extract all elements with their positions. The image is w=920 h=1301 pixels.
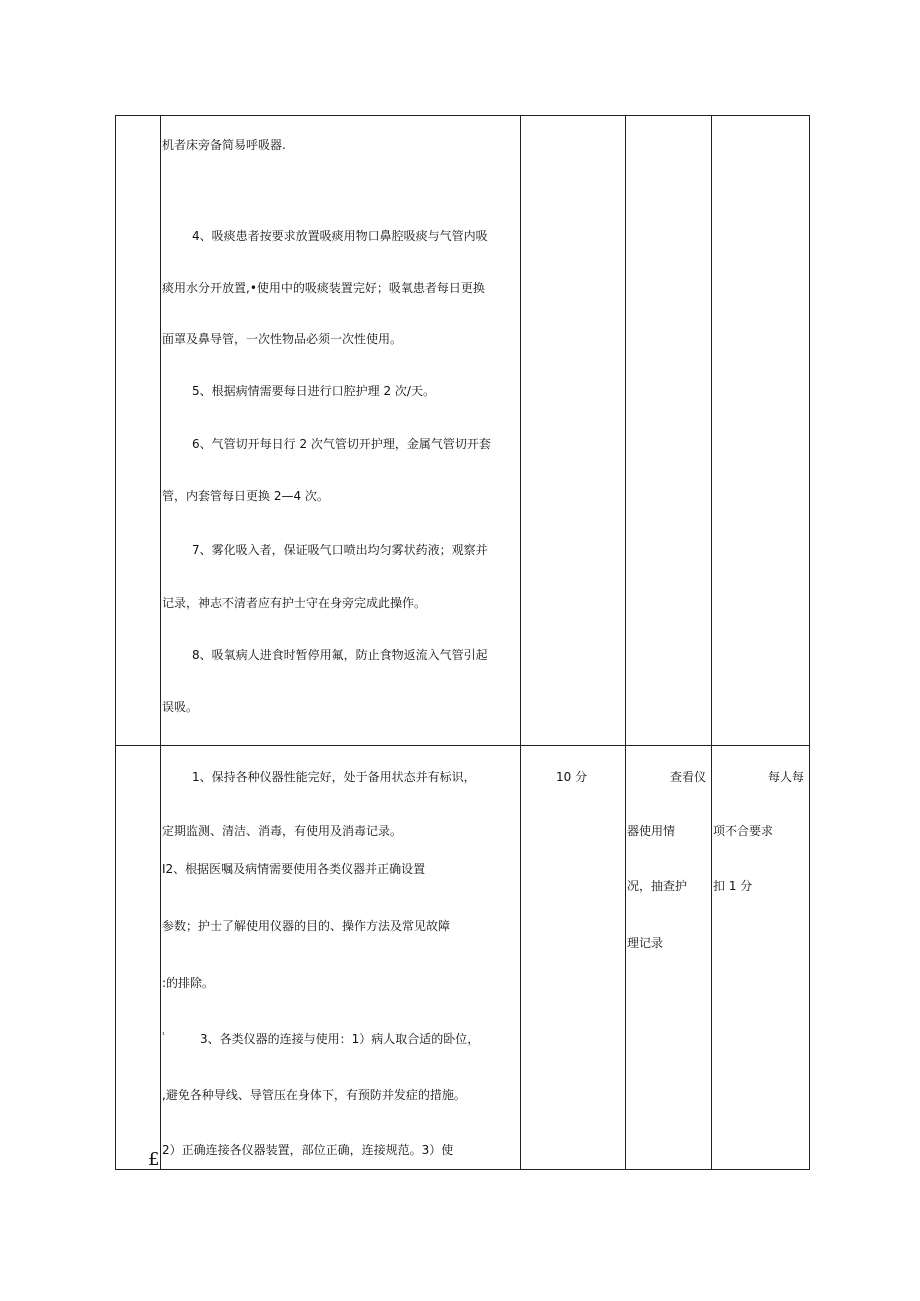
pound-mark: £ xyxy=(148,1149,160,1170)
content-line: :的排除。 xyxy=(162,976,215,990)
content-line: 机者床旁备简易呼吸器. xyxy=(162,138,286,152)
content-line: 误吸。 xyxy=(162,700,199,714)
content-line: ,避免各种导线、导管压在身体下，有预防并发症的措施。 xyxy=(162,1088,466,1102)
column-divider-deduct xyxy=(711,115,712,1170)
content-line: 管，内套管每日更换 2—4 次。 xyxy=(162,489,329,503)
row-divider xyxy=(115,745,810,746)
content-line: 7、雾化吸入者，保证吸气口喷出均匀雾状药液；观察并 xyxy=(192,543,488,557)
check-method-line: 理记录 xyxy=(627,936,664,950)
column-divider-content xyxy=(160,115,161,1170)
content-line: 5、根据病情需要每日进行口腔护理 2 次/天。 xyxy=(192,384,435,398)
table-bottom-border xyxy=(115,1169,810,1170)
content-line: 记录，神志不清者应有护士守在身旁完成此操作。 xyxy=(162,596,427,610)
table-right-border xyxy=(809,115,810,1170)
column-divider-method xyxy=(625,115,626,1170)
content-line: 1、保持各种仪器性能完好，处于备用状态并有标识， xyxy=(192,770,476,784)
content-line: I2、根据医嘱及病情需要使用各类仪器并正确设置 xyxy=(162,862,426,876)
content-line: 2）正确连接各仪器装置，部位正确，连接规范。3）使 xyxy=(162,1143,454,1157)
content-line: 6、气管切开每日行 2 次气管切开护理，金属气管切开套 xyxy=(192,437,491,451)
deduction-line: 扣 1 分 xyxy=(713,879,753,893)
content-line: 定期监测、清洁、消毒，有使用及消毒记录。 xyxy=(162,824,403,838)
score-value: 10 分 xyxy=(556,770,588,784)
content-line: 3、各类仪器的连接与使用：1）病人取合适的卧位， xyxy=(200,1032,480,1046)
deduction-line: 每人每 xyxy=(768,770,805,784)
check-method-line: 况，抽查护 xyxy=(627,879,688,893)
deduction-line: 项不合要求 xyxy=(713,824,774,838)
table-left-border xyxy=(115,115,116,1170)
content-line: 8、吸氧病人进食时暂停用氟，防止食物返流入气管引起 xyxy=(192,648,488,662)
content-line: 面罩及鼻导管，一次性物品必须一次性使用。 xyxy=(162,332,403,346)
table-top-border xyxy=(115,115,810,116)
stray-mark: ¹ xyxy=(162,1031,165,1039)
check-method-line: 器使用情 xyxy=(627,824,676,838)
content-line: 痰用水分开放置,•使用中的吸痰装置完好；吸氧患者每日更换 xyxy=(162,281,485,295)
content-line: 参数；护士了解使用仪器的目的、操作方法及常见故障 xyxy=(162,919,451,933)
column-divider-score xyxy=(520,115,521,1170)
check-method-line: 查看仪 xyxy=(670,770,707,784)
content-line: 4、吸痰患者按要求放置吸痰用物口鼻腔吸痰与气管内吸 xyxy=(192,229,488,243)
